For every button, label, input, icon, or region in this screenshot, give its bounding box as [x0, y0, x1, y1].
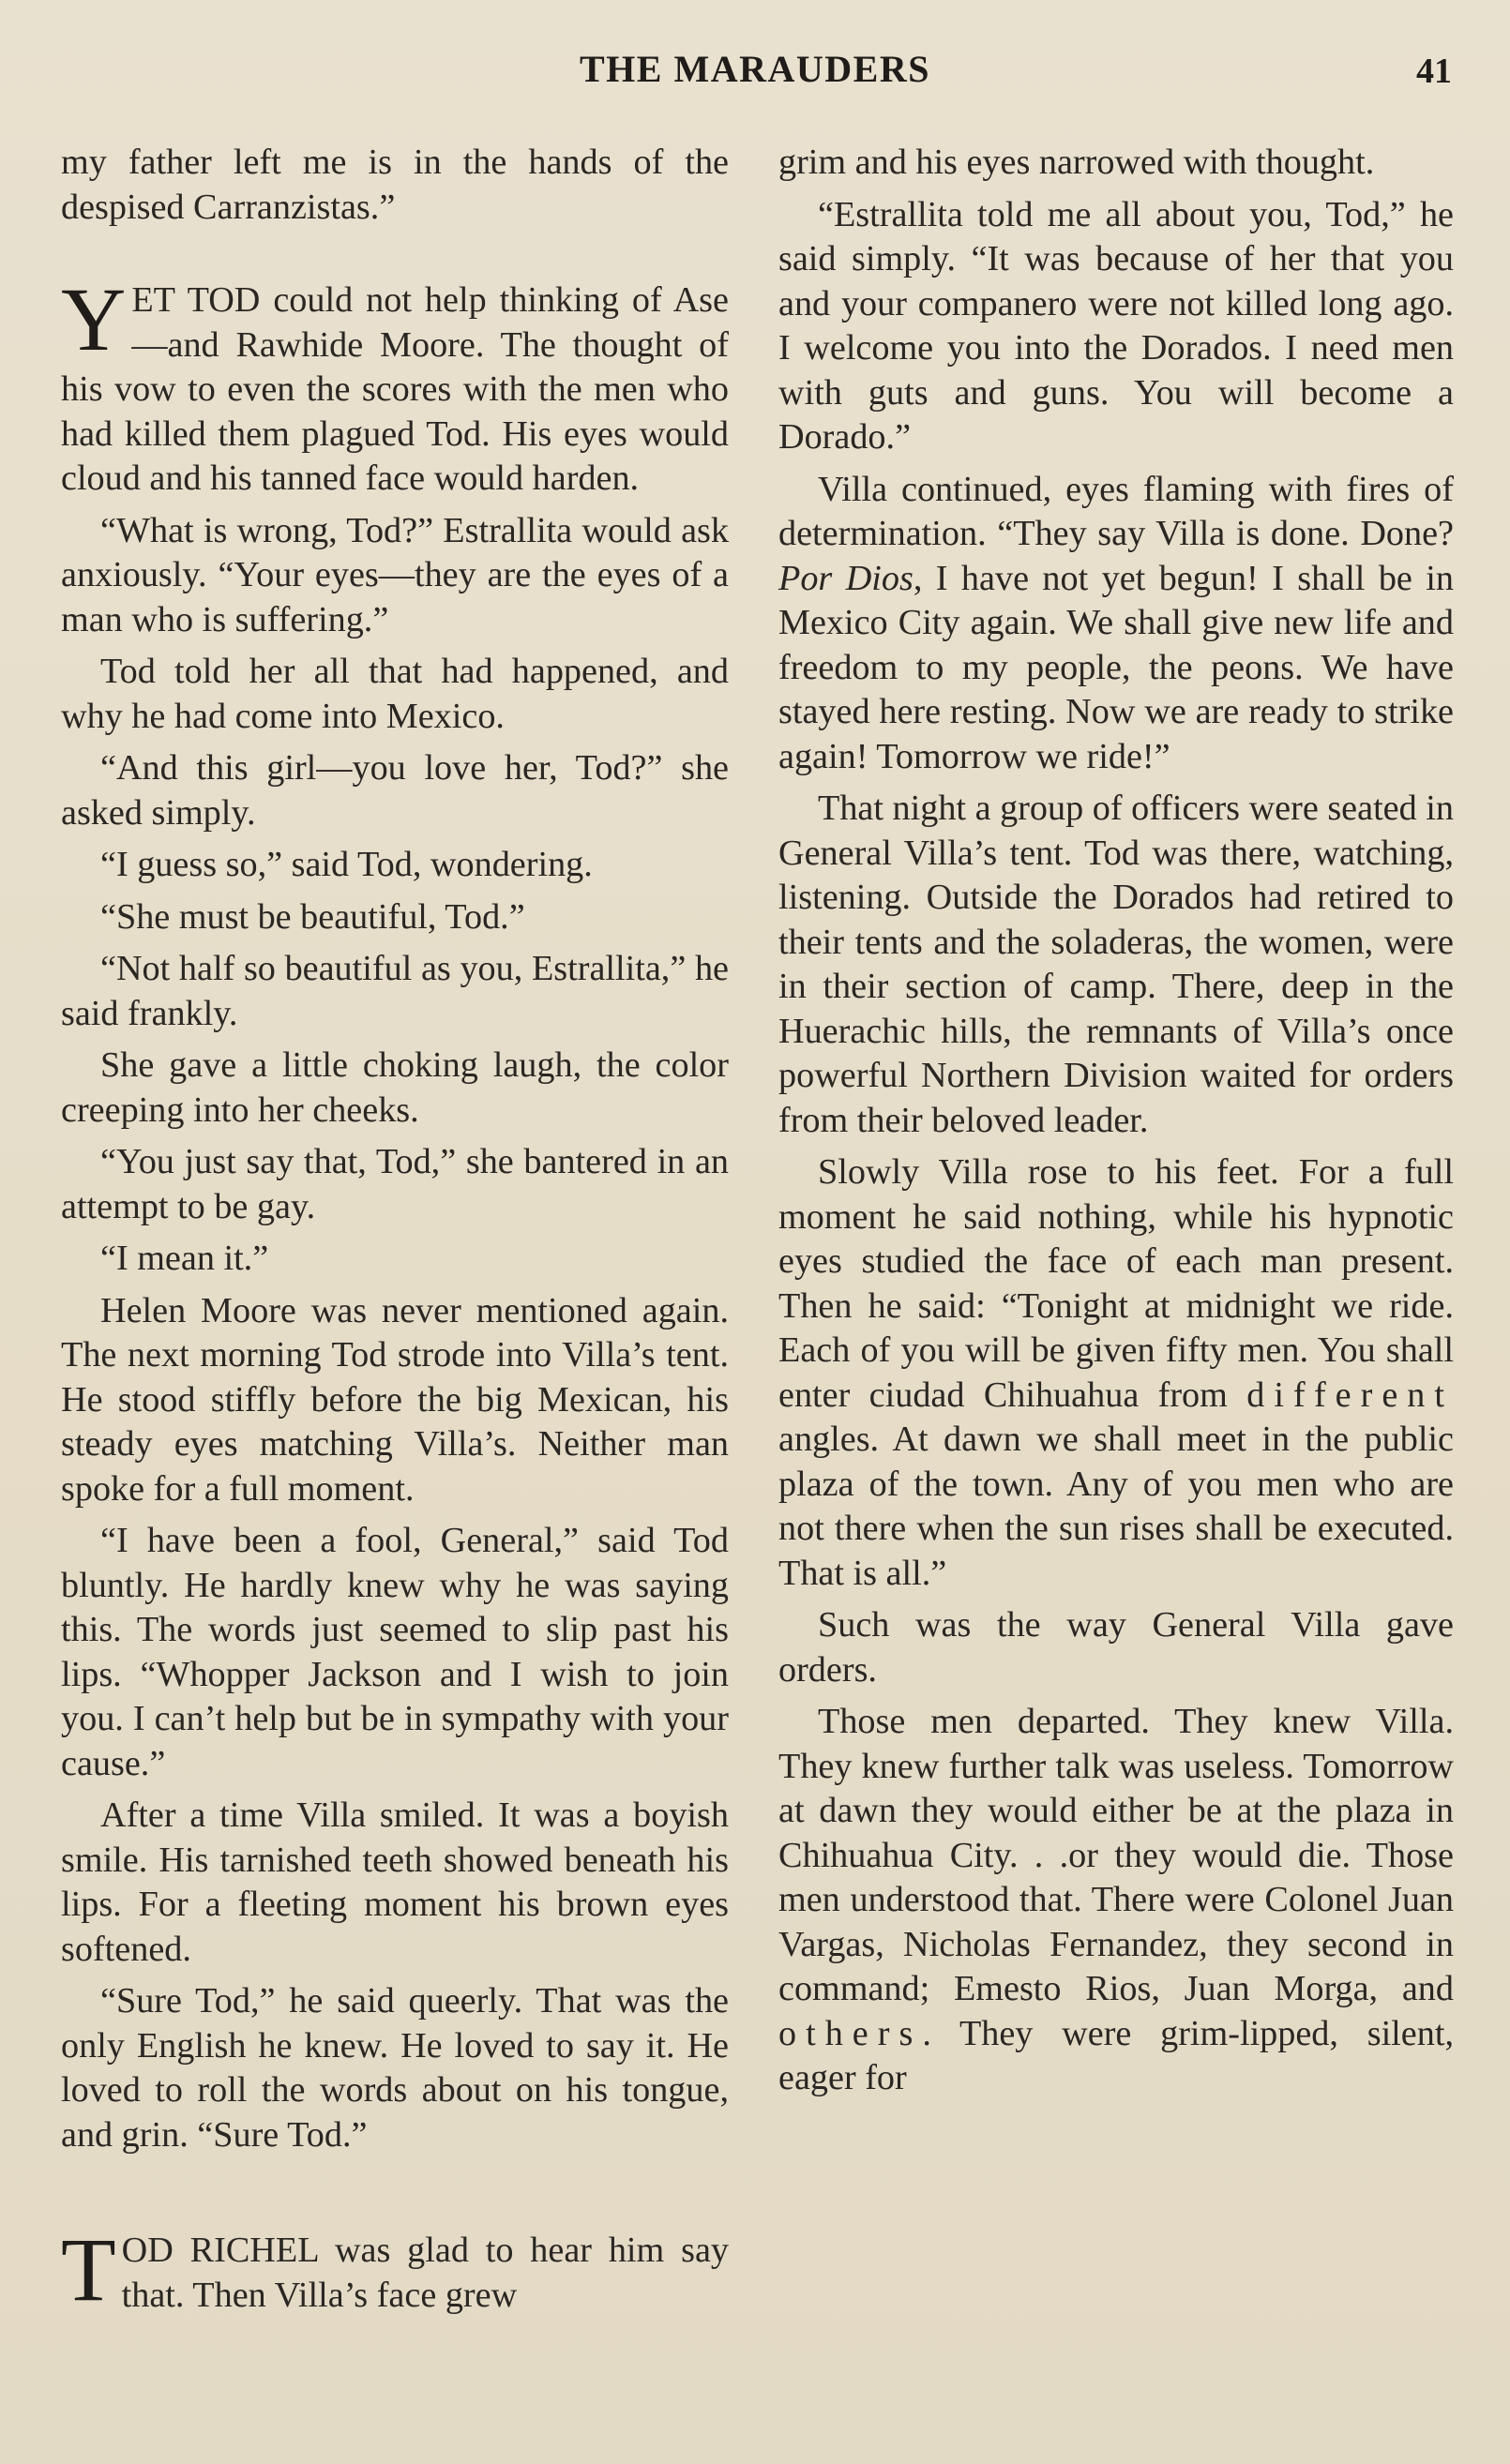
paragraph-dropcap	[61, 2219, 729, 2320]
paragraph-text: Villa continued, eyes flaming with fires of determination. “They say Villa is done. Done?	[778, 469, 1454, 553]
drop-cap: Y	[61, 269, 127, 369]
paragraph: “What is wrong, Tod?” Estrallita would ask anxiously. “Your eyes—they are the eyes of a man who is suffering.”	[61, 510, 729, 639]
paragraph: “Not half so beautiful as you, Estrallita,” he said frankly.	[61, 949, 729, 1033]
paragraph	[778, 1700, 1454, 2101]
paragraph: grim and his eyes narrowed with thought.	[778, 143, 1375, 182]
paragraph: “She must be beautiful, Tod.”	[100, 896, 525, 937]
paragraph: Helen Moore was never mentioned again. The next morning Tod strode into Villa’s tent. He stood stiffly before the big Mexican, his steady eyes matching Villa’s. Neither man spoke for a full moment.	[61, 1290, 729, 1509]
paragraph-text: , I have not yet begun! I shall be in Mexico City again. We shall give new life and freedom to my people, the peons. We have stayed here resting. Now we are ready to strike again! Tomorrow we ride!”	[778, 558, 1454, 776]
paragraph-text: . They were grim-lipped, silent, eager for	[778, 2013, 1454, 2097]
paragraph: “Estrallita told me all about you, Tod,” he said simply. “It was because of her that you and your companero were not killed long ago. I welcome you into the Dorados. I need men with guts and guns. You will become a Dorado.”	[778, 194, 1454, 457]
paragraph: “I mean it.”	[100, 1239, 269, 1278]
running-head	[0, 47, 1510, 103]
italic-phrase: Por Dios	[778, 558, 914, 598]
paragraph-text: Those men departed. They knew Villa. They knew further talk was useless. Tomorrow at dawn they would either be at the plaza in Chihuahua City. . .or they would die. Those men understood that. There were Colonel Juan Vargas, Nicholas Fernandez, they second in command; Emesto Rios, Juan Morga, and	[778, 1702, 1454, 2008]
paragraph: After a time Villa smiled. It was a boyish smile. His tarnished teeth showed beneath his lips. For a fleeting moment his brown eyes softened.	[61, 1795, 729, 1969]
right-column	[778, 141, 1454, 2109]
letterspaced-word: different	[1246, 1375, 1454, 1415]
paragraph: Tod told her all that had happened, and why he had come into Mexico.	[61, 652, 729, 736]
paragraph: “I have been a fool, General,” said Tod bluntly. He hardly knew why he was saying this. The words just seemed to slip past his lips. “Whopper Jackson and I wish to join you. I can’t help but be in sympathy with your cause.”	[61, 1521, 729, 1783]
paragraph	[778, 468, 1454, 780]
paragraph: Such was the way General Villa gave orders.	[778, 1605, 1454, 1690]
paragraph-dropcap	[61, 269, 729, 502]
paragraph: “And this girl—you love her, Tod?” she asked simply.	[61, 748, 729, 833]
paragraph: She gave a little choking laugh, the color creeping into her cheeks.	[61, 1045, 729, 1130]
drop-cap: T	[61, 2219, 116, 2320]
paragraph: “Sure Tod,” he said queerly. That was the only English he knew. He loved to say it. He loved to roll the words about on his tongue, and grin. “Sure Tod.”	[61, 1981, 729, 2155]
left-column	[61, 141, 729, 2325]
paragraph: “I guess so,” said Tod, wondering.	[100, 845, 593, 884]
paragraph-text: ET TOD could not help thinking of Ase—and Rawhide Moore. The thought of his vow to even the scores with the men who had killed them plagued Tod. His eyes would cloud and his tanned face would harden.	[61, 280, 729, 498]
page-number: 41	[1416, 52, 1452, 91]
letterspaced-word: others	[778, 2013, 923, 2053]
paragraph: “You just say that, Tod,” she bantered in an attempt to be gay.	[61, 1142, 729, 1226]
page-title: THE MARAUDERS	[580, 48, 930, 90]
paragraph-text: OD RICHEL was glad to hear him say that. Then Villa’s face grew	[121, 2231, 729, 2315]
paragraph	[778, 1150, 1454, 1596]
paragraph-text: angles. At dawn we shall meet in the public plaza of the town. Any of you men who are not there when the sun rises shall be executed. That is all.”	[778, 1420, 1454, 1593]
paragraph: That night a group of officers were seated in General Villa’s tent. Tod was there, watching, listening. Outside the Dorados had retired to their tents and the soladeras, the women, were in their section of camp. There, deep in the Huerachic hills, the remnants of Villa’s once powerful Northern Division waited for orders from their beloved leader.	[778, 789, 1454, 1140]
paragraph-text: Slowly Villa rose to his feet. For a full moment he said nothing, while his hypnotic eyes studied the face of each man present. Then he said: “Tonight at midnight we ride. Each of you will be given fifty men. You shall enter ciudad Chihuahua from	[778, 1152, 1454, 1415]
paragraph: my father left me is in the hands of the despised Carranzistas.”	[61, 143, 729, 227]
